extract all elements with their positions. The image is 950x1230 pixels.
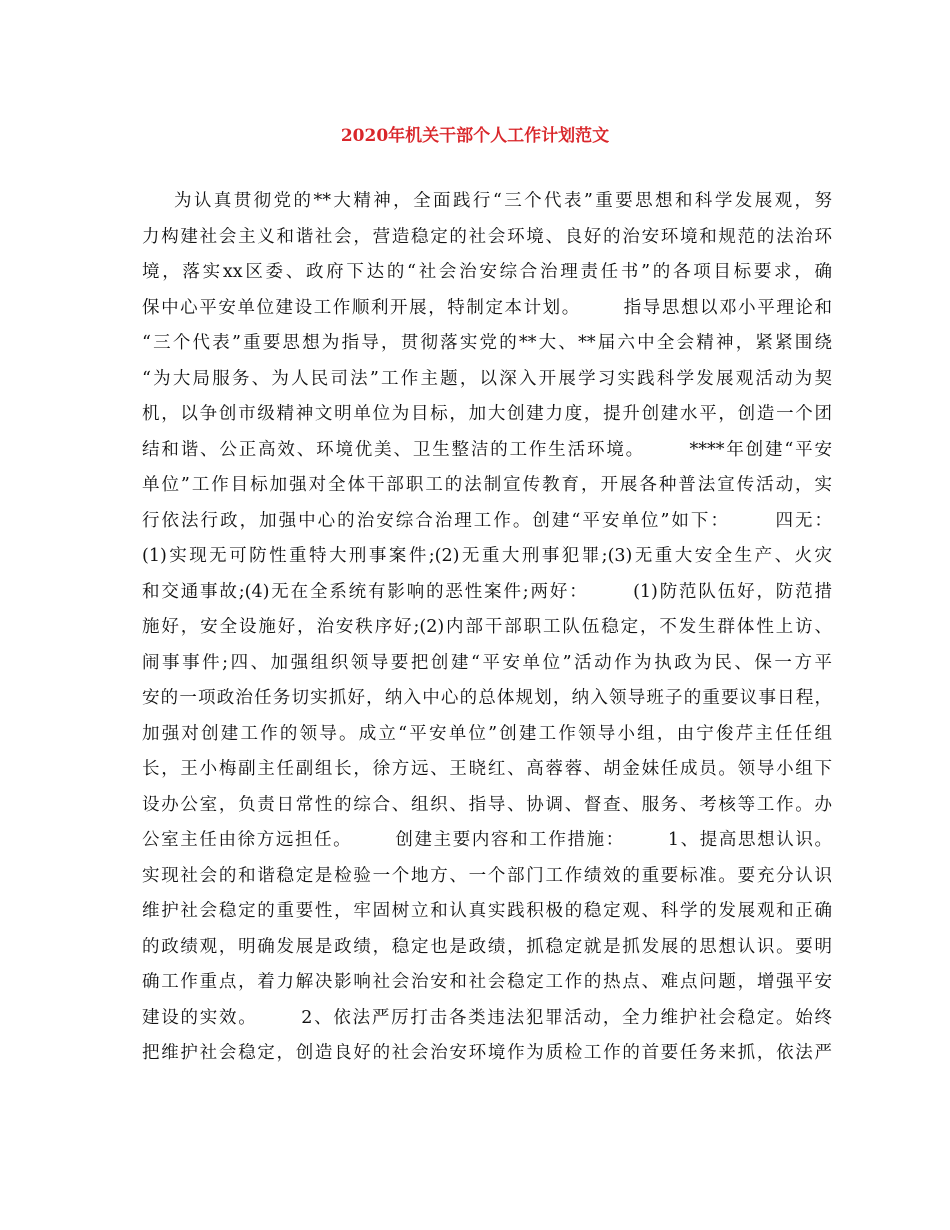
- body-line: 建设的实效。 2、依法严厉打击各类违法犯罪活动，全力维护社会稳定。始终: [142, 1007, 832, 1028]
- body-line: 公室主任由徐方远担任。 创建主要内容和工作措施： 1、提高思想认识。: [142, 830, 832, 850]
- body-line: 安的一项政治任务切实抓好，纳入中心的总体规划，纳入领导班子的重要议事日程，: [142, 688, 832, 708]
- body-line: 为认真贯彻党的**大精神，全面践行“三个代表”重要思想和科学发展观，努: [142, 191, 832, 211]
- body-line: 确工作重点，着力解决影响社会治安和社会稳定工作的热点、难点问题，增强平安: [142, 972, 832, 992]
- document-title: 2020年机关干部个人工作计划范文: [340, 126, 610, 146]
- body-line: “为大局服务、为人民司法”工作主题，以深入开展学习实践科学发展观活动为契: [142, 368, 832, 389]
- body-line: 和交通事故;(4)无在全系统有影响的恶性案件;两好： (1)防范队伍好，防范措: [142, 581, 832, 602]
- body-line: 行依法行政，加强中心的治安综合治理工作。创建“平安单位”如下： 四无：: [142, 510, 832, 531]
- body-line: 机，以争创市级精神文明单位为目标，加大创建力度，提升创建水平，创造一个团: [142, 404, 832, 424]
- body-line: 实现社会的和谐稳定是检验一个地方、一个部门工作绩效的重要标准。要充分认识: [142, 865, 832, 886]
- body-line: (1)实现无可防性重特大刑事案件;(2)无重大刑事犯罪;(3)无重大安全生产、火灾: [142, 546, 832, 566]
- body-line: “三个代表”重要思想为指导，贯彻落实党的**大、**届六中全会精神，紧紧围绕: [142, 333, 832, 353]
- body-line: 闹事事件;四、加强组织领导要把创建“平安单位”活动作为执政为民、保一方平: [142, 652, 832, 673]
- body-line: 加强对创建工作的领导。成立“平安单位”创建工作领导小组，由宁俊芹主任任组: [142, 723, 832, 744]
- body-line: 维护社会稳定的重要性，牢固树立和认真实践积极的稳定观、科学的发展观和正确: [142, 901, 832, 921]
- body-line: 境，落实xx区委、政府下达的“社会治安综合治理责任书”的各项目标要求，确: [142, 262, 832, 282]
- body-line: 单位”工作目标加强对全体干部职工的法制宣传教育，开展各种普法宣传活动，实: [142, 475, 832, 495]
- document-body: [142, 184, 832, 1072]
- body-line: 长，王小梅副主任副组长，徐方远、王晓红、高蓉蓉、胡金妹任成员。领导小组下: [142, 759, 832, 779]
- body-line: 力构建社会主义和谐社会，营造稳定的社会环境、良好的治安环境和规范的法治环: [142, 226, 832, 247]
- body-line: 设办公室，负责日常性的综合、组织、指导、协调、督查、服务、考核等工作。办: [142, 794, 832, 815]
- body-line: 保中心平安单位建设工作顺利开展，特制定本计划。 指导思想以邓小平理论和: [142, 297, 832, 318]
- body-line: 结和谐、公正高效、环境优美、卫生整洁的工作生活环境。 ****年创建“平安: [142, 439, 832, 460]
- body-line: 的政绩观，明确发展是政绩，稳定也是政绩，抓稳定就是抓发展的思想认识。要明: [142, 936, 832, 957]
- body-line: 把维护社会稳定，创造良好的社会治安环境作为质检工作的首要任务来抓，依法严: [142, 1043, 832, 1063]
- body-line: 施好，安全设施好，治安秩序好;(2)内部干部职工队伍稳定，不发生群体性上访、: [142, 617, 832, 637]
